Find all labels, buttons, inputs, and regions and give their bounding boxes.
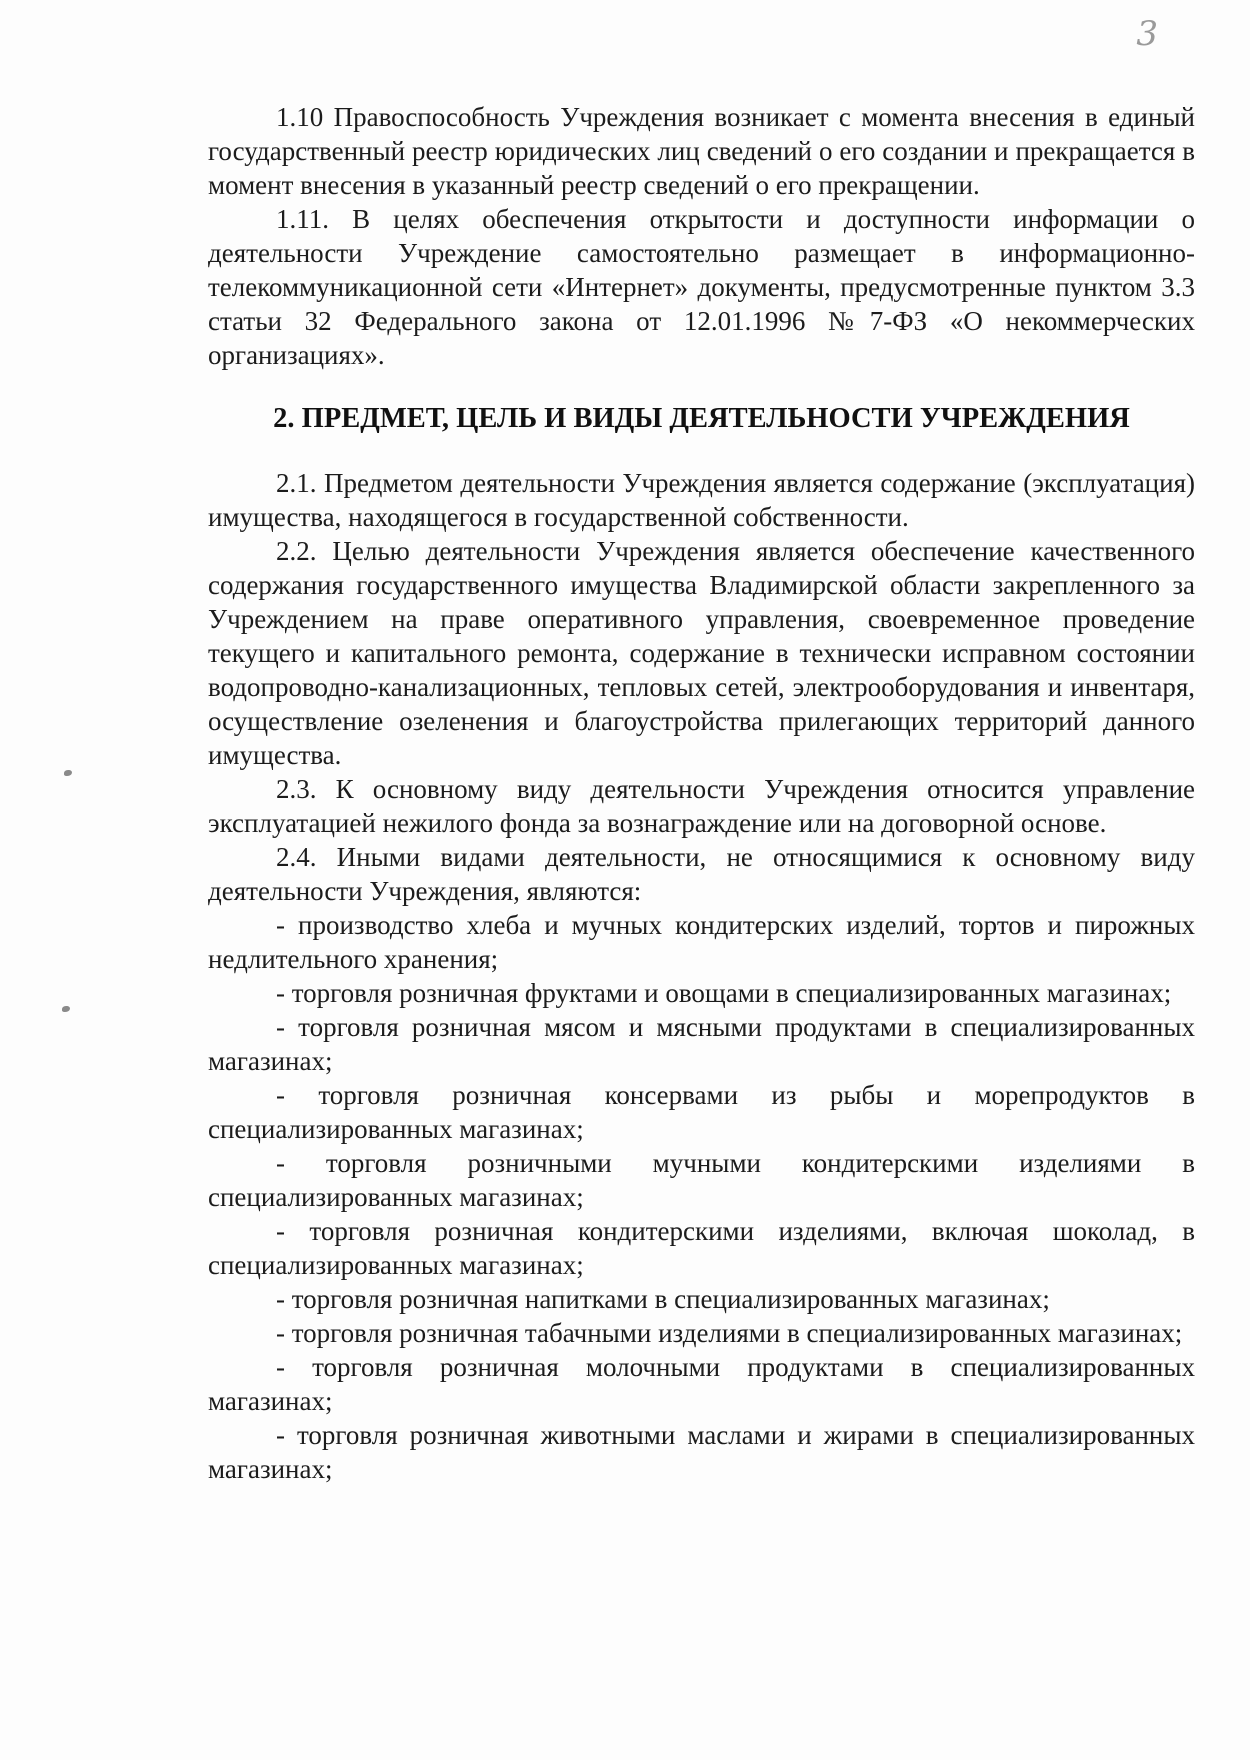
paragraph-1-11: 1.11. В целях обеспечения открытости и доступности информации о деятельности Учреждение самостоятельно размещает в информационно-телекоммуникационной сети «Интернет» документы, предусмотренные пунктом 3.3 статьи 32 Федерального закона от 12.01.1996 №7-ФЗ «О некоммерческих организациях». [208, 204, 1195, 370]
scan-speck [62, 1006, 70, 1012]
list-item: - торговля розничная молочными продуктами в специализированных магазинах; [208, 1352, 1195, 1416]
list-item: - торговля розничная консервами из рыбы и морепродуктов в специализированных магазинах; [208, 1080, 1195, 1144]
paragraph-2-4: 2.4. Иными видами деятельности, не относящимися к основному виду деятельности Учреждения, являются: [208, 842, 1195, 906]
list-item: - торговля розничная табачными изделиями в специализированных магазинах; [276, 1318, 1183, 1348]
paragraph-2-3: 2.3. К основному виду деятельности Учреждения относится управление эксплуатацией нежилого фонда за вознаграждение или на договорной основе. [208, 774, 1195, 838]
list-item: - торговля розничными мучными кондитерскими изделиями в специализированных магазинах; [208, 1148, 1195, 1212]
list-item: - торговля розничная фруктами и овощами в специализированных магазинах; [276, 978, 1172, 1008]
section-heading: 2. ПРЕДМЕТ, ЦЕЛЬ И ВИДЫ ДЕЯТЕЛЬНОСТИ УЧРЕЖДЕНИЯ [273, 403, 1130, 434]
list-item: - торговля розничная кондитерскими изделиями, включая шоколад, в специализированных магазинах; [208, 1216, 1195, 1280]
list-item: - торговля розничная напитками в специализированных магазинах; [276, 1284, 1050, 1314]
scan-speck [64, 770, 72, 776]
paragraph-2-2: 2.2. Целью деятельности Учреждения является обеспечение качественного содержания государственного имущества Владимирской области закрепленного за Учреждением на праве оперативного управления, своевременное проведение текущего и капитального ремонта, содержание в технически исправном состоянии водопроводно-канализационных, тепловых сетей, электрооборудования и инвентаря, осуществление озеленения и благоустройства прилегающих территорий данного имущества. [208, 536, 1195, 770]
list-item: - производство хлеба и мучных кондитерских изделий, тортов и пирожных недлительного хранения; [208, 910, 1195, 974]
paragraph-1-10: 1.10 Правоспособность Учреждения возникает с момента внесения в единый государственный реестр юридических лиц сведений о его создании и прекращается в момент внесения в указанный реестр сведений о его прекращении. [208, 102, 1195, 200]
paragraph-2-1: 2.1. Предметом деятельности Учреждения является содержание (эксплуатация) имущества, находящегося в государственной собственности. [208, 468, 1195, 532]
list-item: - торговля розничная мясом и мясными продуктами в специализированных магазинах; [208, 1012, 1195, 1076]
page-number: 3 [1136, 14, 1158, 54]
list-item: - торговля розничная животными маслами и жирами в специализированных магазинах; [208, 1420, 1195, 1484]
document-body [208, 100, 1195, 1486]
